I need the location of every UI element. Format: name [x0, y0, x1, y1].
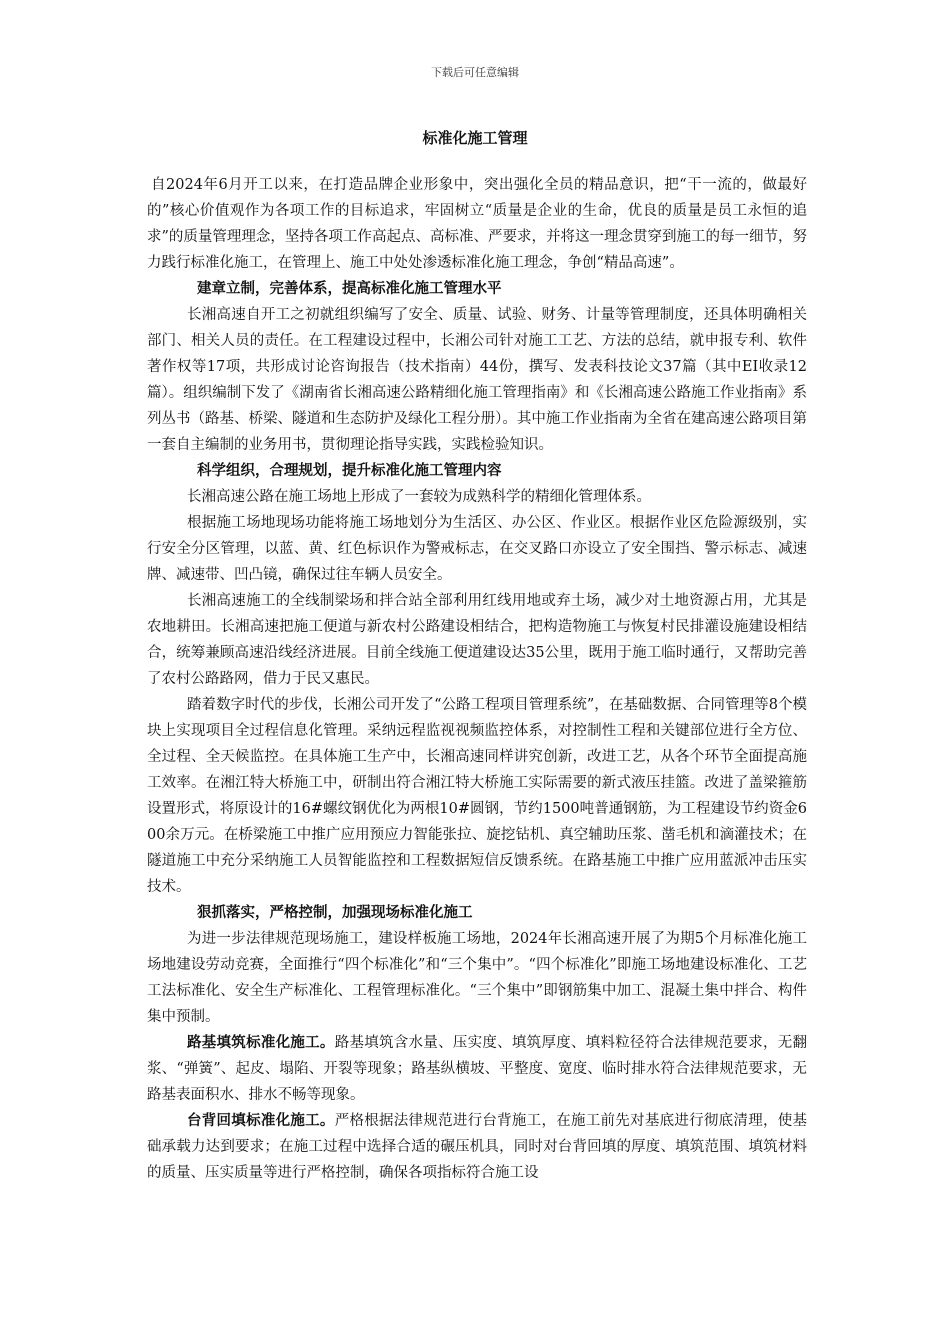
paragraph — [147, 1030, 807, 1108]
paragraph-text: 严格根据法律规范进行台背施工，在施工前先对基底进行彻底清理，使基础承载力达到要求；在施工过程中选择合适的碾压机具，同时对台背回填的厚度、填筑范围、填筑材料的质量、压实质量等进行严格控制，确保各项指标符合施工设 — [147, 1113, 808, 1181]
document-body — [147, 172, 807, 1186]
paragraph — [147, 1108, 807, 1186]
section-heading: 建章立制，完善体系，提高标准化施工管理水平 — [197, 280, 502, 297]
paragraph: 长湘高速施工的全线制梁场和拌合站全部利用红线用地或弃土场，减少对土地资源占用，尤其是农地耕田。长湘高速把施工便道与新农村公路建设相结合，把构造物施工与恢复村民排灌设施建设相结合，统筹兼顾高速沿线经济进展。目前全线施工便道建设达35公里，既用于施工临时通行，又帮助完善了农村公路路网，借力于民又惠民。 — [147, 593, 807, 687]
paragraph: 踏着数字时代的步伐，长湘公司开发了“公路工程项目管理系统”，在基础数据、合同管理等8个模块上实现项目全过程信息化管理。采纳远程监视视频监控体系，对控制性工程和关键部位进行全方位、全过程、全天候监控。在具体施工生产中，长湘高速同样讲究创新，改进工艺，从各个环节全面提高施工效率。在湘江特大桥施工中，研制出符合湘江特大桥施工实际需要的新式液压挂篮。改进了盖梁箍筋设置形式，将原设计的16#螺纹钢优化为两根10#圆钢，节约1500吨普通钢筋，为工程建设节约资金600余万元。在桥梁施工中推广应用预应力智能张拉、旋挖钻机、真空辅助压浆、凿毛机和滴灌技术；在隧道施工中充分采纳施工人员智能监控和工程数据短信反馈系统。在路基施工中推广应用蓝派冲击压实技术。 — [147, 697, 807, 895]
section-heading: 狠抓落实，严格控制，加强现场标准化施工 — [197, 904, 473, 921]
paragraph-lead: 路基填筑标准化施工。 — [187, 1034, 335, 1051]
paragraph: 长湘高速公路在施工场地上形成了一套较为成熟科学的精细化管理体系。 — [187, 489, 651, 505]
section-heading: 科学组织，合理规划，提升标准化施工管理内容 — [197, 462, 502, 479]
paragraph: 为进一步法律规范现场施工，建设样板施工场地，2024年长湘高速开展了为期5个月标准化施工场地建设劳动竞赛，全面推行“四个标准化”和“三个集中”。“四个标准化”即施工场地建设标准化、工艺工法标准化、安全生产标准化、工程管理标准化。“三个集中”即钢筋集中加工、混凝土集中拌合、构件集中预制。 — [147, 931, 807, 1025]
header-note: 下载后可任意编辑 — [431, 66, 519, 79]
paragraph-text: 路基填筑含水量、压实度、填筑厚度、填料粒径符合法律规范要求，无翻浆、“弹簧”、起皮、塌陷、开裂等现象；路基纵横坡、平整度、宽度、临时排水符合法律规范要求，无路基表面积水、排水不畅等现象。 — [147, 1035, 808, 1103]
paragraph: 长湘高速自开工之初就组织编写了安全、质量、试验、财务、计量等管理制度，还具体明确相关部门、相关人员的责任。在工程建设过程中，长湘公司针对施工工艺、方法的总结，就申报专利、软件著作权等17项，共形成讨论咨询报告（技术指南）44份，撰写、发表科技论文37篇（其中EI收录12篇）。组织编制下发了《湖南省长湘高速公路精细化施工管理指南》和《长湘高速公路施工作业指南》系列丛书（路基、桥梁、隧道和生态防护及绿化工程分册）。其中施工作业指南为全省在建高速公路项目第一套自主编制的业务用书，贯彻理论指导实践，实践检验知识。 — [147, 307, 807, 453]
document-title: 标准化施工管理 — [422, 129, 528, 147]
intro-paragraph: 自2024年6月开工以来，在打造品牌企业形象中，突出强化全员的精品意识，把“干一流的，做最好的”核心价值观作为各项工作的目标追求，牢固树立“质量是企业的生命，优良的质量是员工永恒的追求”的质量管理理念，坚持各项工作高起点、高标准、严要求，并将这一理念贯穿到施工的每一细节，努力践行标准化施工，在管理上、施工中处处渗透标准化施工理念，争创“精品高速”。 — [147, 177, 807, 271]
paragraph: 根据施工场地现场功能将施工场地划分为生活区、办公区、作业区。根据作业区危险源级别，实行安全分区管理，以蓝、黄、红色标识作为警戒标志，在交叉路口亦设立了安全围挡、警示标志、减速牌、减速带、凹凸镜，确保过往车辆人员安全。 — [147, 515, 807, 583]
paragraph-lead: 台背回填标准化施工。 — [187, 1112, 335, 1129]
